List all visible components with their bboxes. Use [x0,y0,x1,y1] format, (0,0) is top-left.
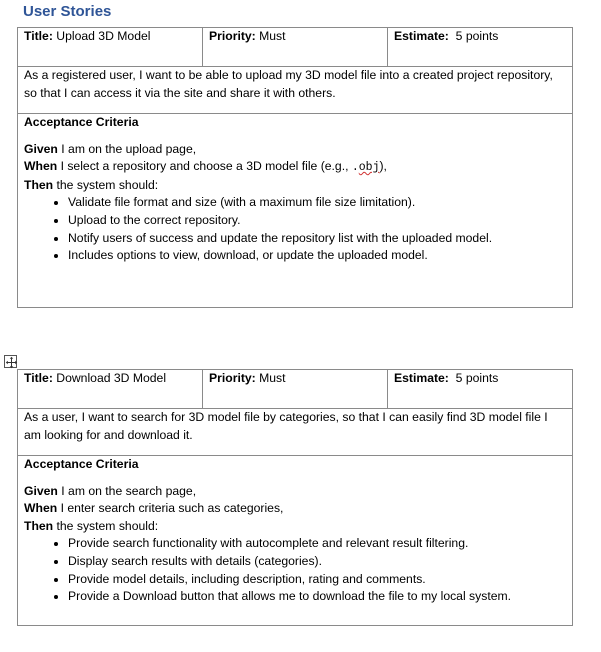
criteria-item: • Display search results with details (categories). [68,553,566,571]
then-line [24,518,566,536]
acceptance-criteria-row [18,114,573,308]
when-text-end: ), [379,159,387,173]
title-cell[interactable] [18,28,203,67]
priority-label: Priority: [209,371,256,385]
estimate-value: 5 points [455,29,499,43]
when-text: I enter search criteria such as categories, [60,501,284,515]
description-cell[interactable] [18,409,573,456]
estimate-value: 5 points [455,371,499,385]
when-text: I select a repository and choose a 3D model file (e.g., [60,159,349,173]
then-text: the system should: [56,177,159,192]
acceptance-criteria-cell[interactable] [18,456,573,626]
file-extension-dot: . [351,161,359,174]
user-story-table-upload [17,27,573,308]
given-line [24,483,566,501]
when-keyword: When [24,501,58,515]
criteria-item: • Validate file format and size (with a maximum file size limitation). [68,194,566,212]
story-description-row [18,409,573,456]
criteria-item: • Provide search functionality with autocomplete and relevant result filtering. [68,535,566,553]
title-label: Title: [24,29,53,43]
acceptance-criteria-cell[interactable] [18,114,573,308]
priority-value: Must [259,371,286,385]
given-keyword: Given [24,141,58,156]
acceptance-criteria-title: Acceptance Criteria [24,457,139,471]
when-keyword: When [24,159,58,173]
file-extension-code: obj [358,161,380,174]
given-text: I am on the search page, [61,483,197,498]
story-title: Download 3D Model [56,371,167,385]
priority-cell[interactable] [203,370,388,409]
then-keyword: Then [24,177,54,192]
story-title: Upload 3D Model [56,29,151,43]
given-keyword: Given [24,483,58,498]
title-label: Title: [24,371,53,385]
story-description: As a user, I want to search for 3D model file by categories, so that I can easily find 3D model file I am looking for and download it. [24,410,548,442]
when-line [24,158,566,177]
criteria-item: • Upload to the correct repository. [68,212,566,230]
move-arrows-icon[interactable] [4,355,17,368]
estimate-cell[interactable] [388,28,573,67]
title-cell[interactable] [18,370,203,409]
story-description-row [18,67,573,114]
criteria-item: • Includes options to view, download, or update the uploaded model. [68,247,566,265]
criteria-list [24,535,566,606]
then-text: the system should: [56,518,159,533]
page-heading: User Stories [23,3,112,20]
estimate-cell[interactable] [388,370,573,409]
when-line [24,500,566,518]
then-keyword: Then [24,518,54,533]
then-line [24,177,566,195]
story-description: As a registered user, I want to be able to upload my 3D model file into a created project repository, so that I can access it via the site and share it with others. [24,68,553,100]
estimate-label: Estimate: [394,29,449,43]
criteria-list [24,194,566,265]
acceptance-criteria-title: Acceptance Criteria [24,115,139,129]
story-header-row [18,370,573,409]
estimate-label: Estimate: [394,371,449,385]
acceptance-criteria-row [18,456,573,626]
criteria-item: • Notify users of success and update the repository list with the uploaded model. [68,230,566,248]
story-header-row [18,28,573,67]
user-story-table-download [17,369,573,626]
priority-value: Must [259,29,286,43]
priority-label: Priority: [209,29,256,43]
priority-cell[interactable] [203,28,388,67]
criteria-item: • Provide model details, including description, rating and comments. [68,571,566,589]
given-text: I am on the upload page, [61,141,197,156]
description-cell[interactable] [18,67,573,114]
given-line [24,141,566,159]
criteria-item: • Provide a Download button that allows me to download the file to my local system. [68,588,566,606]
